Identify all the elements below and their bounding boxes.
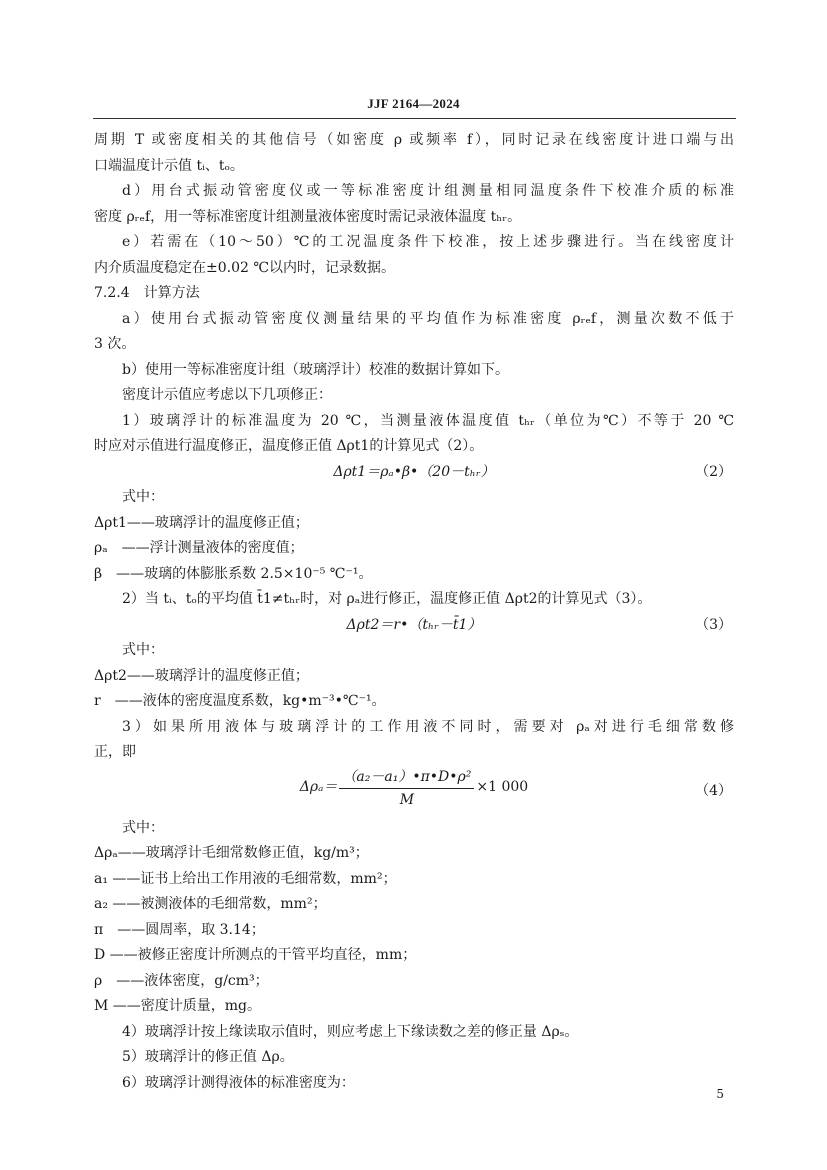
- text-line: 密度计示值应考虑以下几项修正：: [122, 387, 332, 403]
- definition-line: β ——玻璃的体膨胀系数 2.5×10⁻⁵ ℃⁻¹。: [94, 565, 373, 582]
- definition-line: ρₐ ——浮计测量液体的密度值；: [94, 540, 304, 556]
- definition-line: M ——密度计质量，mg。: [94, 998, 262, 1014]
- page-number: 5: [716, 1087, 724, 1101]
- text-line: 1）玻璃浮计的标准温度为 20 ℃，当测量液体温度值 tₕᵣ（单位为℃）不等于 20 ℃: [122, 412, 734, 429]
- document-body: [94, 128, 734, 1096]
- section-heading: 7.2.4 计算方法: [94, 285, 200, 301]
- text-line: 口端温度计示值 tᵢ、tₒ。: [94, 157, 244, 174]
- equation-3-number: （3）: [695, 616, 732, 633]
- where-label: 式中：: [122, 489, 164, 505]
- equation-4-right: ×1 000: [476, 779, 529, 796]
- text-line: 2）当 tᵢ、tₒ的平均值 t̄1≠tₕᵣ时，对 ρₐ进行修正，温度修正值 Δρt2的计算见式（3）。: [122, 591, 652, 607]
- definition-line: a₂ ——被测液体的毛细常数，mm²；: [94, 896, 327, 912]
- equation-4-body: [300, 766, 528, 811]
- equation-2-number: （2）: [695, 463, 732, 480]
- equation-4-number: （4）: [695, 782, 732, 799]
- text-line: 6）玻璃浮计测得液体的标准密度为：: [122, 1074, 355, 1091]
- header-rule: [93, 118, 736, 119]
- text-line: 5）玻璃浮计的修正值 Δρ。: [122, 1049, 294, 1065]
- equation-3-body: Δρt2＝r•（tₕᵣ－t̄1）: [346, 616, 482, 633]
- text-line: d）用台式振动管密度仪或一等标准密度计组测量相同温度条件下校准介质的标准: [122, 183, 734, 199]
- text-line: 3 次。: [94, 336, 136, 352]
- text-line: 时应对示值进行温度修正，温度修正值 Δρt1的计算见式（2）。: [94, 438, 484, 454]
- equation-2-body: Δρt1＝ρₐ•β•（20－tₕᵣ）: [333, 463, 495, 480]
- equation-4-numerator: （a₂－a₁）•π•D•ρ²: [339, 766, 474, 789]
- text-line: 内介质温度稳定在±0.02 ℃以内时，记录数据。: [94, 259, 396, 276]
- text-line: 密度 ρᵣₑf，用一等标准密度计组测量液体密度时需记录液体温度 tₕᵣ。: [94, 208, 522, 225]
- where-label: 式中：: [122, 819, 164, 836]
- definition-line: a₁ ——证书上给出工作用液的毛细常数，mm²；: [94, 870, 397, 887]
- definition-line: Δρₐ——玻璃浮计毛细常数修正值，kg/m³；: [94, 845, 369, 861]
- text-line: a）使用台式振动管密度仪测量结果的平均值作为标准密度 ρᵣₑf，测量次数不低于: [122, 310, 734, 327]
- text-line: b）使用一等标准密度计组（玻璃浮计）校准的数据计算如下。: [122, 361, 509, 378]
- equation-4: [94, 766, 734, 816]
- equation-2: [94, 460, 734, 486]
- definition-line: r ——液体的密度温度系数，kg•m⁻³•℃⁻¹。: [94, 693, 386, 709]
- definition-line: D ——被修正密度计所测点的干管平均直径，mm；: [94, 947, 417, 963]
- equation-4-fraction: [339, 766, 474, 811]
- text-line: 4）玻璃浮计按上缘读取示值时，则应考虑上下缘读数之差的修正量 Δρₛ。: [122, 1023, 579, 1040]
- equation-4-left: Δρₐ＝: [299, 779, 338, 796]
- text-line: 正，即: [94, 744, 136, 760]
- text-line: 3）如果所用液体与玻璃浮计的工作用液不同时，需要对 ρₐ对进行毛细常数修: [122, 718, 734, 735]
- definition-line: Δρt1——玻璃浮计的温度修正值；: [94, 514, 309, 531]
- text-line: e）若需在（10～50）℃的工况温度条件下校准，按上述步骤进行。当在线密度计: [122, 234, 734, 250]
- definition-line: π ——圆周率，取 3.14；: [94, 921, 265, 938]
- equation-3: [94, 613, 734, 639]
- equation-4-denominator: M: [399, 791, 415, 808]
- page-header: JJF 2164—2024: [367, 96, 460, 111]
- where-label: 式中：: [122, 642, 164, 658]
- definition-line: ρ ——液体密度，g/cm³；: [94, 972, 269, 989]
- text-line: 周期 T 或密度相关的其他信号（如密度 ρ 或频率 f），同时记录在线密度计进口端与出: [94, 132, 734, 148]
- definition-line: Δρt2——玻璃浮计的温度修正值；: [94, 667, 309, 684]
